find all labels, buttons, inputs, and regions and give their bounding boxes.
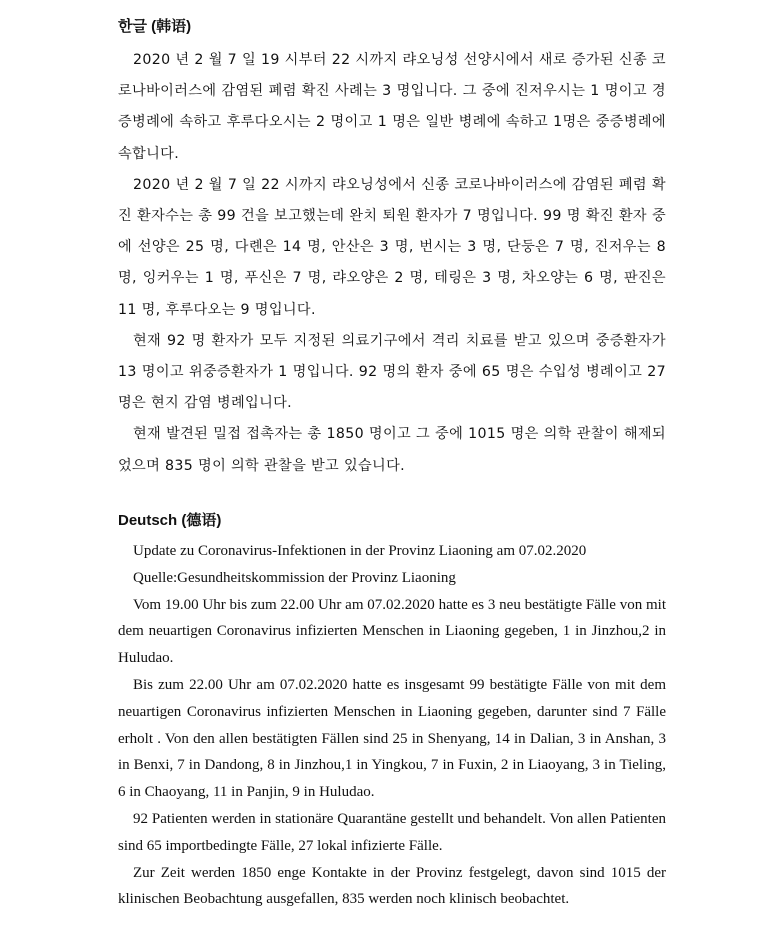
german-paragraph-4: Bis zum 22.00 Uhr am 07.02.2020 hatte es insgesamt 99 bestätigte Fälle von mit dem neuartigen Coronavirus infizierten Menschen in Liaoning gegeben, darunter sind 7 Fälle erholt . Von den allen bestätigten Fällen sind 25 in Shenyang, 14 in Dalian, 3 in Anshan, 3 in Benxi, 7 in Dandong, 8 in Jinzhou,1 in Yingkou, 7 in Fuxin, 2 in Liaoyang, 3 in Tieling, 6 in Chaoyang, 11 in Panjin, 9 in Huludao. bbox=[118, 676, 666, 801]
german-section-title: Deutsch (德语) bbox=[118, 512, 222, 529]
korean-section-title: 한글 (韩语) bbox=[118, 18, 192, 35]
korean-paragraph-3: 현재 92 명 환자가 모두 지정된 의료기구에서 격리 치료를 받고 있으며 중증환자가 13 명이고 위중증환자가 1 명입니다. 92 명의 환자 중에 65 명은 수입성 병례이고 27 명은 현지 감염 병례입니다. bbox=[118, 332, 666, 412]
korean-paragraph-2: 2020 년 2 월 7 일 22 시까지 랴오닝성에서 신종 코로나바이러스에 감염된 폐렴 확진 환자수는 총 99 건을 보고했는데 완치 퇴원 환자가 7 명입니다. 99 명 확진 환자 중에 선양은 25 명, 다롄은 14 명, 안산은 3 명, 번시는 3 명, 단둥은 7 명, 진저우는 8 명, 잉커우는 1 명, 푸신은 7 명, 랴오양은 2 명, 테링은 3 명, 차오양는 6 명, 판진은 11 명, 후루다오는 9 명입니다. bbox=[118, 176, 666, 318]
korean-paragraph-4: 현재 발견된 밀접 접촉자는 총 1850 명이고 그 중에 1015 명은 의학 관찰이 해제되었으며 835 명이 의학 관찰을 받고 있습니다. bbox=[118, 426, 666, 474]
german-paragraph-6: Zur Zeit werden 1850 enge Kontakte in der Provinz festgelegt, davon sind 1015 der klinischen Beobachtung ausgefallen, 835 werden noch klinisch beobachtet. bbox=[118, 864, 666, 908]
german-paragraph-2: Quelle:Gesundheitskommission der Provinz Liaoning bbox=[133, 569, 456, 586]
german-paragraph-5: 92 Patienten werden in stationäre Quarantäne gestellt und behandelt. Von allen Patienten sind 65 importbedingte Fälle, 27 lokal infizierte Fälle. bbox=[118, 810, 666, 854]
korean-section-body bbox=[118, 45, 666, 482]
german-paragraph-3: Vom 19.00 Uhr bis zum 22.00 Uhr am 07.02.2020 hatte es 3 neu bestätigte Fälle von mit dem neuartigen Coronavirus infizierten Menschen in Liaoning gegeben, 1 in Jinzhou,2 in Huludao. bbox=[118, 596, 666, 667]
german-paragraph-1: Update zu Coronavirus-Infektionen in der Provinz Liaoning am 07.02.2020 bbox=[133, 543, 587, 559]
korean-paragraph-1: 2020 년 2 월 7 일 19 시부터 22 시까지 랴오닝성 선양시에서 새로 증가된 신종 코로나바이러스에 감염된 폐렴 확진 사례는 3 명입니다. 그 중에 진저우시는 1 명이고 경증병례에 속하고 후루다오시는 2 명이고 1 명은 일반 병례에 속하고 1명은 중증병례에 속합니다. bbox=[118, 52, 666, 162]
german-section-body bbox=[118, 538, 666, 913]
